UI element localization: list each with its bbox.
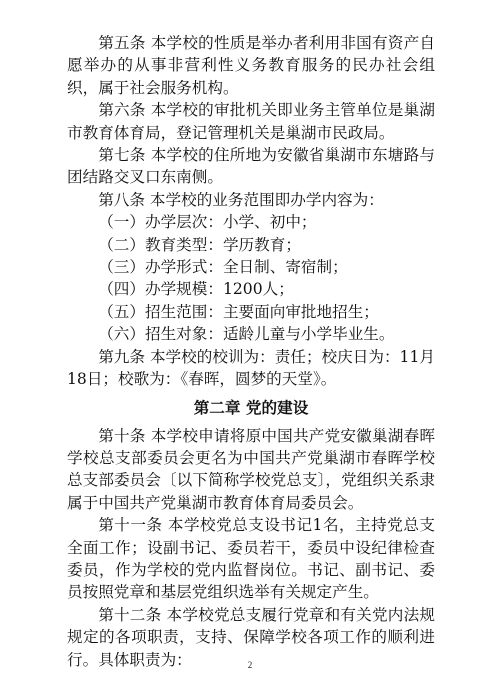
article-8-item-5: （五）招生范围：主要面向审批地招生； (98, 302, 379, 321)
chapter-title: 第二章 党的建设 (193, 398, 309, 417)
article-10: 第十条 本学校申请将原中国共产党安徽巢湖春晖学校总支部委员会更名为中国共产党巢湖市春晖学校总支部委员会〔以下简称学校党总支〕，党组织关系隶属于中国共产党巢湖市教育体育局委员会。 (67, 426, 435, 512)
article-12: 第十二条 本学校党总支履行党章和有关党内法规规定的各项职责，支持、保障学校各项工作的顺利进行。具体职责为： (67, 605, 435, 669)
article-9: 第九条 本学校的校训为：责任；校庆日为：11月18日；校歌为：《春晖，圆梦的天堂》。 (67, 347, 435, 389)
article-8-item-3: （三）办学形式：全日制、寄宿制； (98, 258, 348, 277)
article-7: 第七条 本学校的住所地为安徽省巢湖市东塘路与团结路交叉口东南侧。 (67, 146, 435, 187)
article-8-item-2: （二）教育类型：学历教育； (98, 235, 301, 254)
article-8-item-6: （六）招生对象：适龄儿童与小学毕业生。 (98, 325, 395, 344)
page-content (67, 32, 435, 671)
article-6: 第六条 本学校的审批机关即业务主管单位是巢湖市教育体育局，登记管理机关是巢湖市民政局。 (67, 101, 435, 142)
article-5: 第五条 本学校的性质是举办者利用非国有资产自愿举办的从事非营利性义务教育服务的民办社会组织，属于社会服务机构。 (67, 34, 435, 97)
article-8-item-4: （四）办学规模：1200人； (98, 280, 294, 299)
article-8: 第八条 本学校的业务范围即办学内容为： (98, 190, 384, 209)
article-8-item-1: （一）办学层次：小学、初中； (98, 213, 317, 232)
article-11: 第十一条 本学校党总支设书记1名，主持党总支全面工作；设副书记、委员若干，委员中设纪律检查委员，作为学校的党内监督岗位。书记、副书记、委员按照党章和基层党组织选举有关规定产生。 (67, 516, 435, 602)
page-number: 2 (247, 660, 253, 670)
